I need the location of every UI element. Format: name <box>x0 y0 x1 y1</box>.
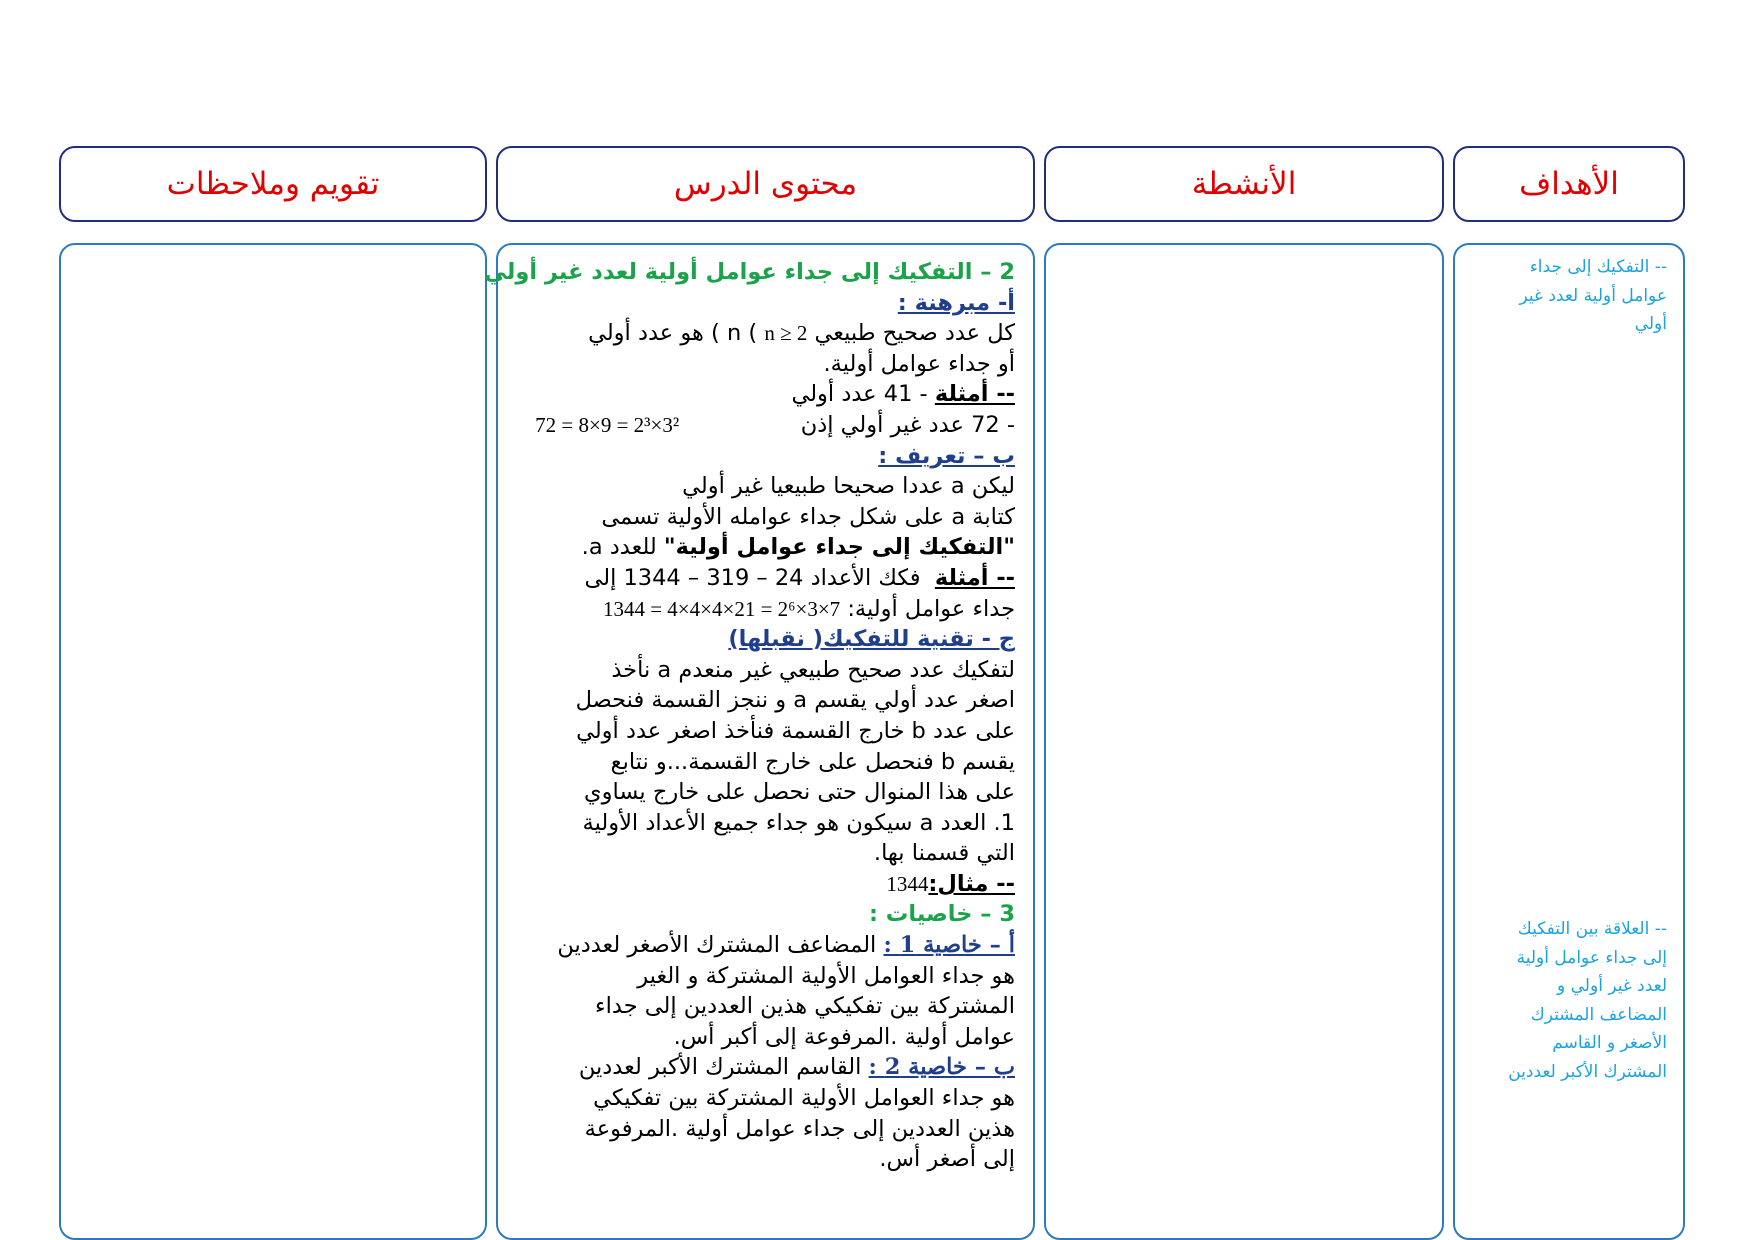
lesson-content <box>484 257 1015 1175</box>
example-value: 1344 <box>886 871 929 896</box>
example-label: -- مثال: <box>928 870 1015 897</box>
theorem-line2: أو جداء عوامل أولية. <box>823 350 1015 377</box>
goal-1-line: أولي <box>1634 314 1667 334</box>
goal-2 <box>1467 915 1667 1086</box>
theorem-line1-b: ) هو عدد أولي <box>588 320 720 347</box>
technique-title: ج - تقنية للتفكيك( نقبلها) <box>728 626 1015 653</box>
example2-math: 72 = 8×9 = 2³×3² <box>535 412 680 437</box>
technique-line: لتفكيك عدد صحيح طبيعي غير منعدم a نأخذ <box>611 656 1015 683</box>
examples2-row2 <box>516 594 1015 625</box>
technique-line: يقسم b فنحصل على خارج القسمة...و نتابع <box>610 748 1015 775</box>
goal-2-line: إلى جداء عوامل أولية <box>1516 947 1667 968</box>
example2-text: - 72 عدد غير أولي إذن <box>800 411 1015 438</box>
definition-line1: ليكن a عددا صحيحا طبيعيا غير أولي <box>682 473 1015 500</box>
example1: - 41 عدد أولي <box>791 381 928 408</box>
examples2-text: فكك الأعداد 24 – 319 – 1344 إلى <box>584 564 921 591</box>
examples2-label: -- أمثلة <box>934 564 1015 591</box>
section2-title: 2 – التفكيك إلى جداء عوامل أولية لعدد غير أولي <box>484 259 1015 285</box>
prop1-title: أ – خاصية 1 : <box>883 932 1015 959</box>
prop1-row <box>516 930 1015 961</box>
header-activities-label: الأنشطة <box>1191 166 1297 202</box>
goals-column <box>1453 243 1685 1240</box>
theorem-line1-a: كل عدد صحيح طبيعي n ( <box>726 320 1015 347</box>
goal-2-line: -- العلاقة بين التفكيك <box>1517 919 1667 939</box>
evaluation-column <box>59 243 487 1240</box>
definition-line2: كتابة a على شكل جداء عوامله الأولية تسمى <box>601 503 1015 530</box>
header-evaluation <box>59 146 487 222</box>
header-goals-label: الأهداف <box>1519 166 1619 202</box>
definition-bold: "التفكيك إلى جداء عوامل أولية" <box>663 534 1015 561</box>
theorem-condition: n ≥ 2 <box>764 321 808 346</box>
example2-row <box>516 410 1015 441</box>
goal-2-line: الأصغر و القاسم <box>1552 1033 1667 1053</box>
examples2-line2-text: جداء عوامل أولية: <box>847 595 1015 622</box>
prop2-row <box>516 1052 1015 1083</box>
goal-1 <box>1467 253 1667 339</box>
theorem-title: أ- مبرهنة : <box>897 289 1015 316</box>
section3-title: 3 – خاصيات : <box>868 901 1015 928</box>
goal-1-line: -- التفكيك إلى جداء <box>1529 257 1667 277</box>
technique-line: على هذا المنوال حتى نحصل على خارج يساوي <box>584 779 1015 806</box>
prop2-title: ب – خاصية 2 : <box>868 1054 1015 1081</box>
example-row <box>516 869 1015 900</box>
content-column <box>484 243 1035 1240</box>
header-content <box>496 146 1035 222</box>
prop1-line: عوامل أولية .المرفوعة إلى أكبر أس. <box>673 1023 1015 1050</box>
technique-line: على عدد b خارج القسمة فنأخذ اصغر عدد أولي <box>576 717 1015 744</box>
goal-2-line: المضاعف المشترك <box>1530 1004 1667 1025</box>
definition-rest: للعدد a. <box>581 534 664 561</box>
header-evaluation-label: تقويم وملاحظات <box>166 166 380 202</box>
header-activities <box>1044 146 1444 222</box>
goal-2-line: المشترك الأكبر لعددين <box>1508 1061 1667 1082</box>
goal-2-line: لعدد غير أولي و <box>1557 976 1667 996</box>
prop1-line: المشتركة بين تفكيكي هذين العددين إلى جداء <box>595 993 1015 1020</box>
definition-line3 <box>516 532 1015 563</box>
activities-column <box>1044 243 1444 1240</box>
prop2-line: القاسم المشترك الأكبر لعددين <box>578 1054 869 1081</box>
prop2-line: هو جداء العوامل الأولية المشتركة بين تفكيكي <box>593 1085 1015 1112</box>
prop2-line: هذين العددين إلى جداء عوامل أولية .المرفوعة <box>584 1115 1015 1142</box>
prop1-line: هو جداء العوامل الأولية المشتركة و الغير <box>637 962 1015 989</box>
examples2-math: 1344 = 4×4×4×21 = 2⁶×3×7 <box>602 596 841 621</box>
header-content-label: محتوى الدرس <box>673 166 858 202</box>
examples2-row <box>516 563 1015 594</box>
technique-line: اصغر عدد أولي يقسم a و ننجز القسمة فنحصل <box>575 687 1015 714</box>
example1-row <box>516 379 1015 410</box>
header-goals <box>1453 146 1685 222</box>
definition-title: ب – تعريف : <box>878 442 1015 469</box>
goal-1-line: عوامل أولية لعدد غير <box>1519 285 1667 306</box>
technique-line: 1. العدد a سيكون هو جداء جميع الأعداد الأولية <box>582 809 1015 836</box>
examples-label: -- أمثلة <box>934 381 1015 408</box>
prop2-line: إلى أصغر أس. <box>879 1146 1015 1173</box>
prop1-line: المضاعف المشترك الأصغر لعددين <box>557 932 884 959</box>
technique-line: التي قسمنا بها. <box>873 840 1015 867</box>
theorem-line1 <box>516 318 1015 349</box>
